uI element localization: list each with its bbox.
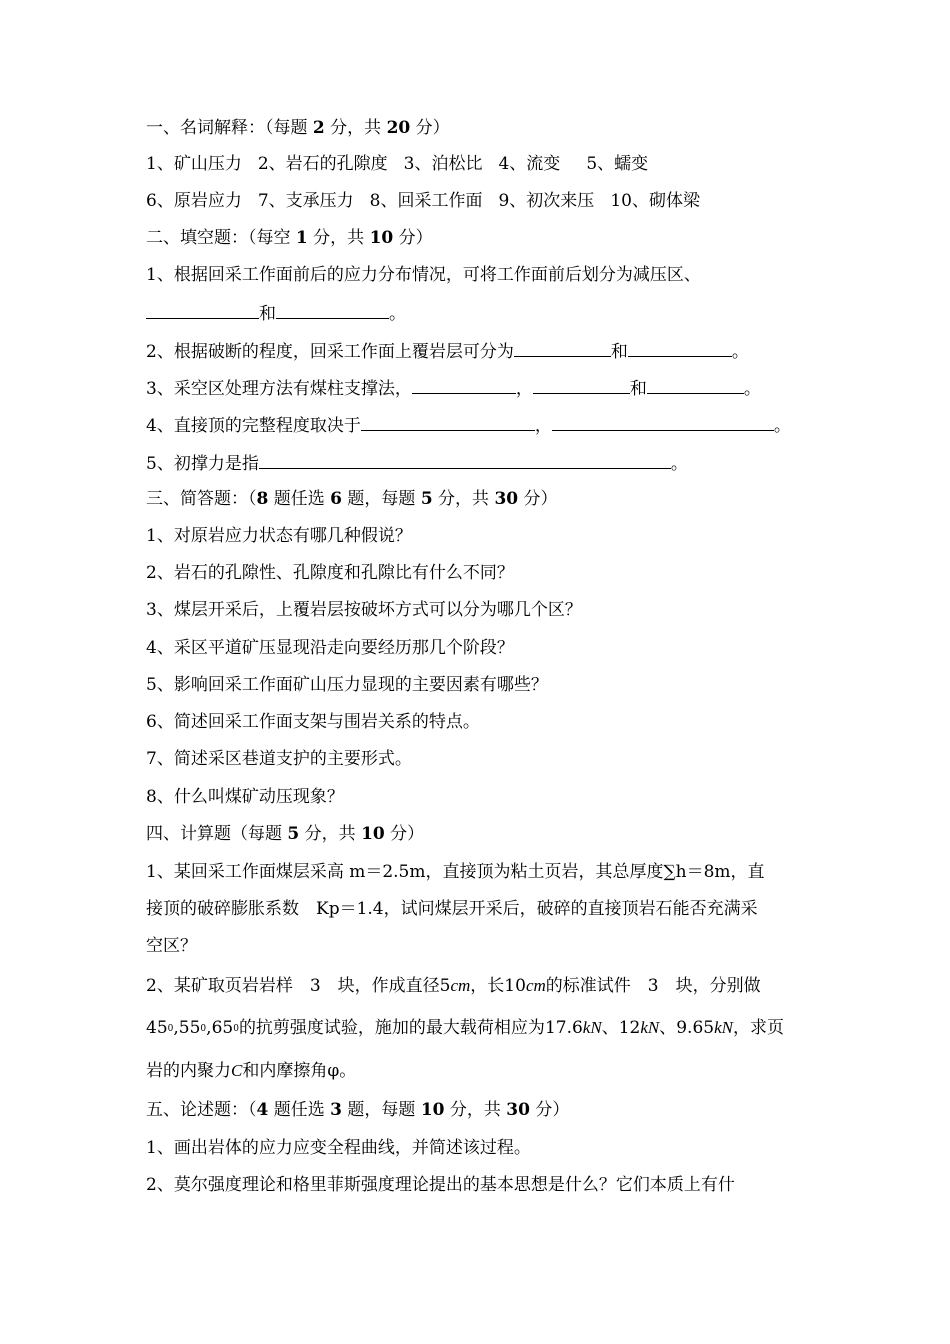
answer-blank[interactable]: [146, 300, 259, 319]
answer-blank[interactable]: [259, 450, 671, 469]
section-4-heading: 四、计算题（每题 5 分，共 10 分）: [146, 824, 425, 844]
answer-blank[interactable]: [412, 375, 516, 394]
fill-question-1-blanks: 和 。: [146, 300, 406, 326]
answer-blank[interactable]: [276, 300, 389, 319]
fill-question-5: 5、初撑力是指 。: [146, 450, 688, 476]
answer-blank[interactable]: [552, 412, 774, 431]
short-question: 3、煤层开采后，上覆岩层按破坏方式可以分为哪几个区？: [146, 600, 582, 620]
calc-question-2-line-2: $45^0,55^0,65^0$的抗剪强度试验，施加的最大载荷相应为17.6kN、12kN、9.65kN，求页: [146, 1018, 784, 1038]
section-1-heading: 一、名词解释：（每题 2 分，共 20 分）: [146, 118, 450, 138]
calc-question-1-line-3: 空区？: [146, 936, 197, 956]
calc-question-1-line-2: 接顶的破碎膨胀系数 Kp＝1.4，试问煤层开采后，破碎的直接顶岩石能否充满采: [146, 899, 758, 919]
essay-question-2: 2、莫尔强度理论和格里菲斯强度理论提出的基本思想是什么？它们本质上有什: [146, 1175, 735, 1195]
answer-blank[interactable]: [514, 338, 611, 357]
calc-question-2-line-3: 岩的内聚力C和内摩擦角φ。: [146, 1061, 357, 1081]
short-question: 4、采区平道矿压显现沿走向要经历那几个阶段？: [146, 638, 514, 658]
answer-blank[interactable]: [647, 375, 744, 394]
fill-question-4: 4、直接顶的完整程度取决于 ， 。: [146, 412, 791, 438]
short-question: 8、什么叫煤矿动压现象？: [146, 787, 344, 807]
terms-row-2: 6、原岩应力 7、支承压力 8、回采工作面 9、初次来压 10、砌体梁: [146, 191, 700, 211]
calc-question-1-line-1: 1、某回采工作面煤层采高 m＝2.5m，直接顶为粘土页岩，其总厚度∑h＝8m，直: [146, 862, 765, 882]
short-question: 6、简述回采工作面支架与围岩关系的特点。: [146, 712, 480, 732]
section-5-heading: 五、论述题：（4 题任选 3 题，每题 10 分，共 30 分）: [146, 1100, 570, 1120]
fill-question-2: 2、根据破断的程度，回采工作面上覆岩层可分为 和 。: [146, 338, 749, 364]
fill-question-1: 1、根据回采工作面前后的应力分布情况，可将工作面前后划分为减压区、: [146, 265, 701, 285]
section-2-heading: 二、填空题：（每空 1 分，共 10 分）: [146, 228, 433, 248]
answer-blank[interactable]: [361, 412, 535, 431]
fill-question-3: 3、采空区处理方法有煤柱支撑法， ， 和 。: [146, 375, 761, 401]
short-question: 7、简述采区巷道支护的主要形式。: [146, 749, 412, 769]
terms-row-1: 1、矿山压力 2、岩石的孔隙度 3、泊松比 4、流变 5、蠕变: [146, 154, 649, 174]
section-3-heading: 三、简答题：（8 题任选 6 题，每题 5 分，共 30 分）: [146, 489, 558, 509]
answer-blank[interactable]: [533, 375, 630, 394]
short-question: 5、影响回采工作面矿山压力显现的主要因素有哪些？: [146, 675, 548, 695]
short-question: 2、岩石的孔隙性、孔隙度和孔隙比有什么不同？: [146, 563, 514, 583]
short-question: 1、对原岩应力状态有哪几种假说？: [146, 526, 412, 546]
essay-question-1: 1、画出岩体的应力应变全程曲线，并简述该过程。: [146, 1138, 531, 1158]
answer-blank[interactable]: [628, 338, 732, 357]
calc-question-2-line-1: 2、某矿取页岩岩样 3 块，作成直径5cm，长10cm的标准试件 3 块，分别做: [146, 976, 761, 996]
